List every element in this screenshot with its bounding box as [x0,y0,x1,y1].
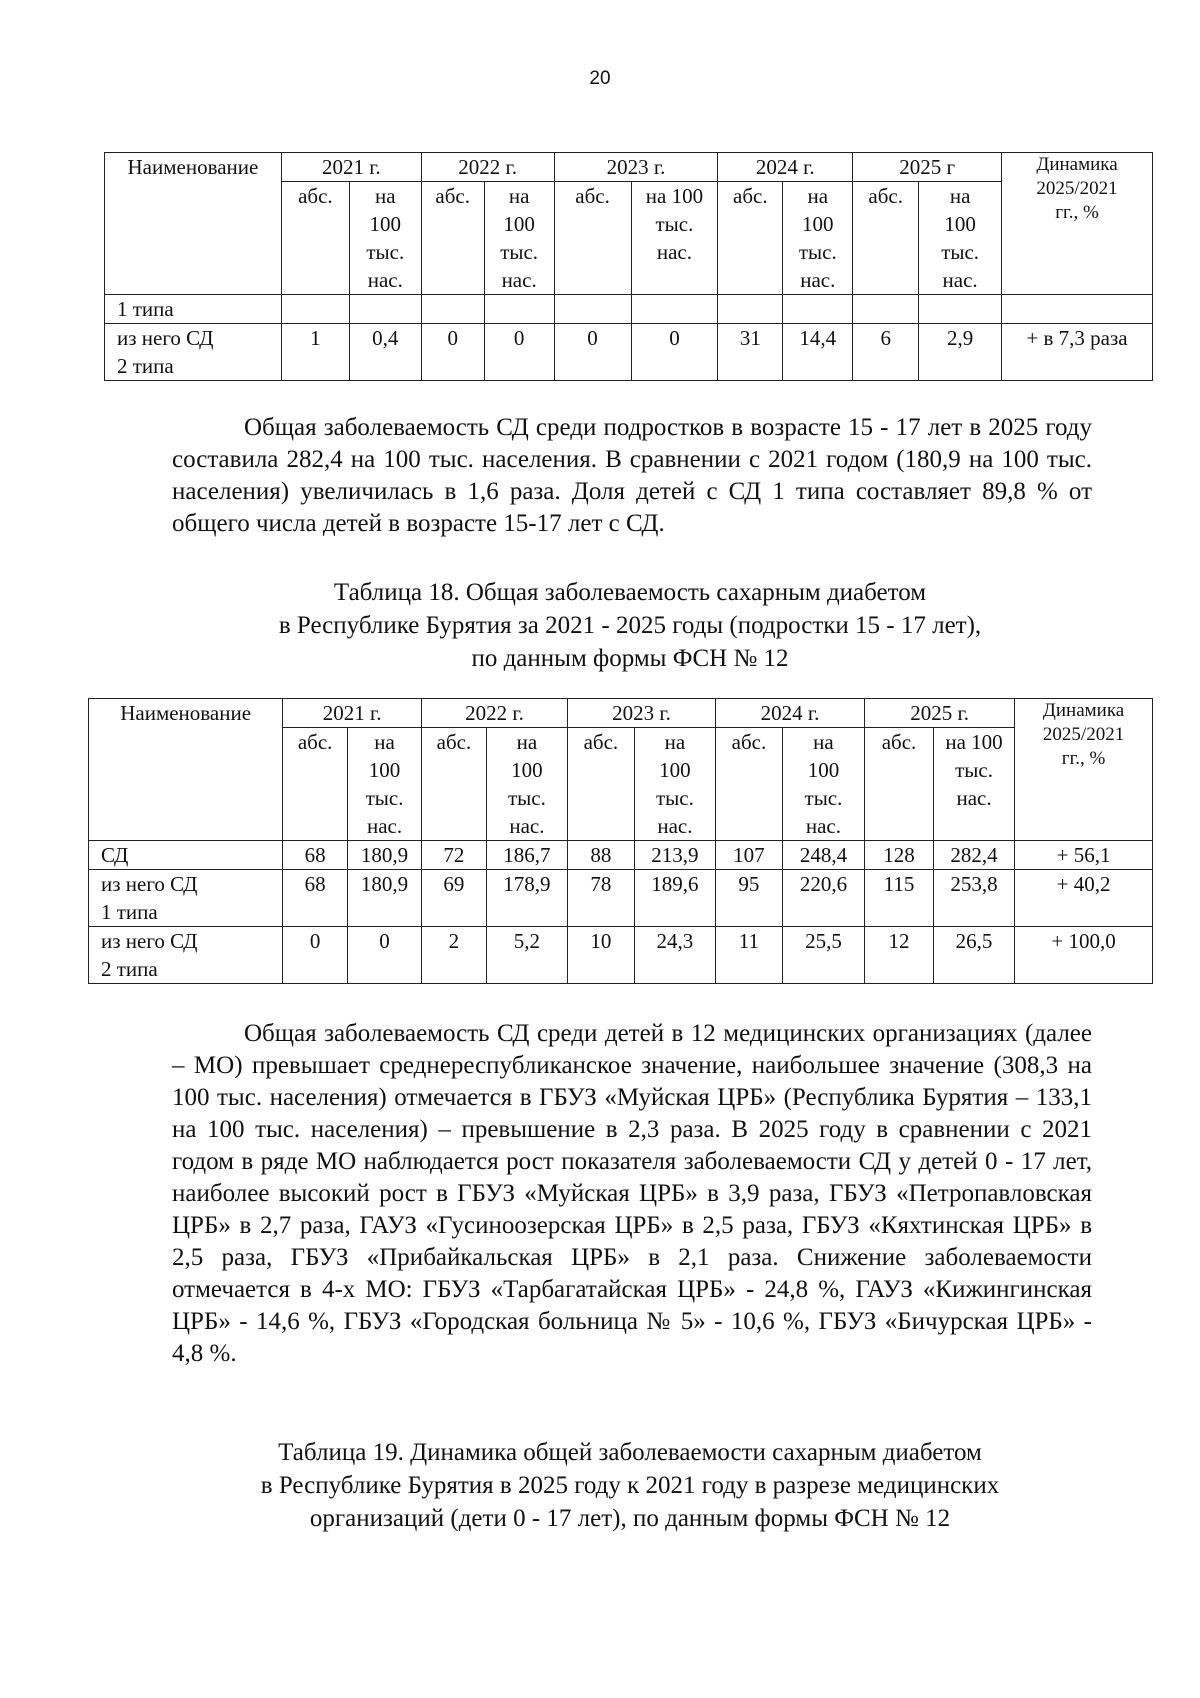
cell-abs: 68 [283,870,348,927]
cell-abs [281,295,349,324]
cell-per-100k: 186,7 [486,841,567,870]
cell-per-100k: 213,9 [634,841,715,870]
row-label: СД [89,841,283,870]
header-per-100k: на 100 тыс. нас. [783,182,853,295]
cell-dynamics: + 40,2 [1015,870,1153,927]
cell-per-100k: 180,9 [348,841,422,870]
cell-per-100k: 178,9 [486,870,567,927]
cell-per-100k [919,295,1002,324]
cell-abs: 78 [568,870,635,927]
header-per-100k: на 100 тыс. нас. [631,182,718,295]
cell-abs [718,295,783,324]
cell-dynamics: + 56,1 [1015,841,1153,870]
header-year: 2024 г. [718,153,853,182]
header-year: 2023 г. [568,699,716,728]
cell-abs: 12 [865,927,934,984]
table-18 [88,698,1153,984]
cell-per-100k: 282,4 [933,841,1014,870]
cell-abs: 68 [283,841,348,870]
cell-abs: 95 [716,870,783,927]
cell-abs [853,295,919,324]
cell-per-100k: 24,3 [634,927,715,984]
table-continuation [104,152,1153,381]
header-per-100k: на 100 тыс. нас. [486,728,567,841]
header-abs: абс. [865,728,934,841]
table-row [105,295,1153,324]
header-per-100k: на 100 тыс. нас. [782,728,864,841]
cell-abs: 1 [281,324,349,381]
header-year: 2022 г. [421,153,554,182]
header-abs: абс. [554,182,631,295]
cell-abs: 10 [568,927,635,984]
row-label: из него СД 2 типа [105,324,282,381]
header-year: 2023 г. [554,153,718,182]
header-year: 2021 г. [281,153,421,182]
table-row [89,927,1153,984]
row-label: из него СД 1 типа [89,870,283,927]
table-18-caption: Таблица 18. Общая заболеваемость сахарным диабетом в Республике Бурятия за 2021 - 2025 годы (подростки 15 - 17 лет), по данным формы ФСН № 12 [278,579,982,672]
cell-abs [554,295,631,324]
cell-per-100k [783,295,853,324]
cell-abs: 2 [422,927,487,984]
cell-per-100k: 248,4 [782,841,864,870]
cell-per-100k [484,295,554,324]
header-abs: абс. [421,182,484,295]
cell-abs: 115 [865,870,934,927]
cell-abs: 11 [716,927,783,984]
header-year: 2025 г [853,153,1002,182]
cell-abs: 72 [422,841,487,870]
header-per-100k: на 100 тыс. нас. [919,182,1002,295]
cell-per-100k: 25,5 [782,927,864,984]
cell-abs: 0 [283,927,348,984]
header-dynamics: Динамика 2025/2021 гг., % [1015,699,1153,841]
header-per-100k: на 100 тыс. нас. [349,182,421,295]
cell-abs: 88 [568,841,635,870]
cell-dynamics [1002,295,1153,324]
row-label: из него СД 2 типа [89,927,283,984]
cell-per-100k: 253,8 [933,870,1014,927]
page-number: 20 [589,68,611,89]
cell-abs: 0 [421,324,484,381]
cell-abs: 0 [554,324,631,381]
cell-per-100k: 2,9 [919,324,1002,381]
header-abs: абс. [283,728,348,841]
cell-dynamics: + в 7,3 раза [1002,324,1153,381]
cell-per-100k: 5,2 [486,927,567,984]
cell-abs: 128 [865,841,934,870]
header-per-100k: на 100 тыс. нас. [634,728,715,841]
cell-per-100k: 0 [484,324,554,381]
cell-abs: 6 [853,324,919,381]
header-abs: абс. [853,182,919,295]
header-abs: абс. [422,728,487,841]
cell-dynamics: + 100,0 [1015,927,1153,984]
cell-per-100k [631,295,718,324]
cell-abs: 69 [422,870,487,927]
header-name: Наименование [89,699,283,841]
header-per-100k: на 100 тыс. нас. [933,728,1014,841]
cell-per-100k: 189,6 [634,870,715,927]
table-18-body [89,841,1153,984]
header-name: Наименование [105,153,282,295]
cell-abs: 107 [716,841,783,870]
row-label: 1 типа [105,295,282,324]
cell-per-100k: 220,6 [782,870,864,927]
cell-abs [421,295,484,324]
cell-per-100k: 0,4 [349,324,421,381]
header-year: 2024 г. [716,699,865,728]
cell-per-100k: 0 [348,927,422,984]
cell-per-100k: 0 [631,324,718,381]
header-per-100k: на 100 тыс. нас. [348,728,422,841]
header-year: 2021 г. [283,699,422,728]
cell-per-100k: 26,5 [933,927,1014,984]
header-year: 2022 г. [422,699,568,728]
table-row [105,324,1153,381]
header-dynamics: Динамика 2025/2021 гг., % [1002,153,1153,295]
table-row [89,870,1153,927]
paragraph-mo-incidence: Общая заболеваемость СД среди детей в 12 медицинских организациях (далее – МО) превышает среднереспубликанское значение, наибольшее значение (308,3 на 100 тыс. населения) отмечается в ГБУЗ «Муйская ЦРБ» (Республика Бурятия – 133,1 на 100 тыс. населения) – превышение в 2,3 раза. В 2025 году в сравнении с 2021 годом в ряде МО наблюдается рост показателя заболеваемости СД у детей 0 - 17 лет, наиболее высокий рост в ГБУЗ «Муйская ЦРБ» в 3,9 раза, ГБУЗ «Петропавловская ЦРБ» в 2,7 раза, ГАУЗ «Гусиноозерская ЦРБ» в 2,5 раза, ГБУЗ «Кяхтинская ЦРБ» в 2,5 раза, ГБУЗ «Прибайкальская ЦРБ» в 2,1 раза. Снижение заболеваемости отмечается в 4-х МО: ГБУЗ «Тарбагатайская ЦРБ» - 24,8 %, ГАУЗ «Кижингинская ЦРБ» - 14,6 %, ГБУЗ «Городская больница № 5» - 10,6 %, ГБУЗ «Бичурская ЦРБ» - 4,8 %. [172,1020,1092,1367]
table-row [89,841,1153,870]
cell-per-100k: 180,9 [348,870,422,927]
cell-abs: 31 [718,324,783,381]
cell-per-100k [349,295,421,324]
header-per-100k: на 100 тыс. нас. [484,182,554,295]
header-year: 2025 г. [865,699,1015,728]
header-abs: абс. [568,728,635,841]
header-abs: абс. [718,182,783,295]
header-abs: абс. [716,728,783,841]
header-abs: абс. [281,182,349,295]
table-continuation-body [105,295,1153,381]
paragraph-teen-incidence: Общая заболеваемость СД среди подростков в возрасте 15 - 17 лет в 2025 году составила 282,4 на 100 тыс. населения. В сравнении с 2021 годом (180,9 на 100 тыс. населения) увеличилась в 1,6 раза. Доля детей с СД 1 типа составляет 89,8 % от общего числа детей в возрасте 15-17 лет с СД. [172,414,1092,537]
cell-per-100k: 14,4 [783,324,853,381]
table-19-caption: Таблица 19. Динамика общей заболеваемости сахарным диабетом в Республике Бурятия в 2025 году к 2021 году в разрезе медицинских организаций (дети 0 - 17 лет), по данным формы ФСН № 12 [260,1439,1000,1532]
